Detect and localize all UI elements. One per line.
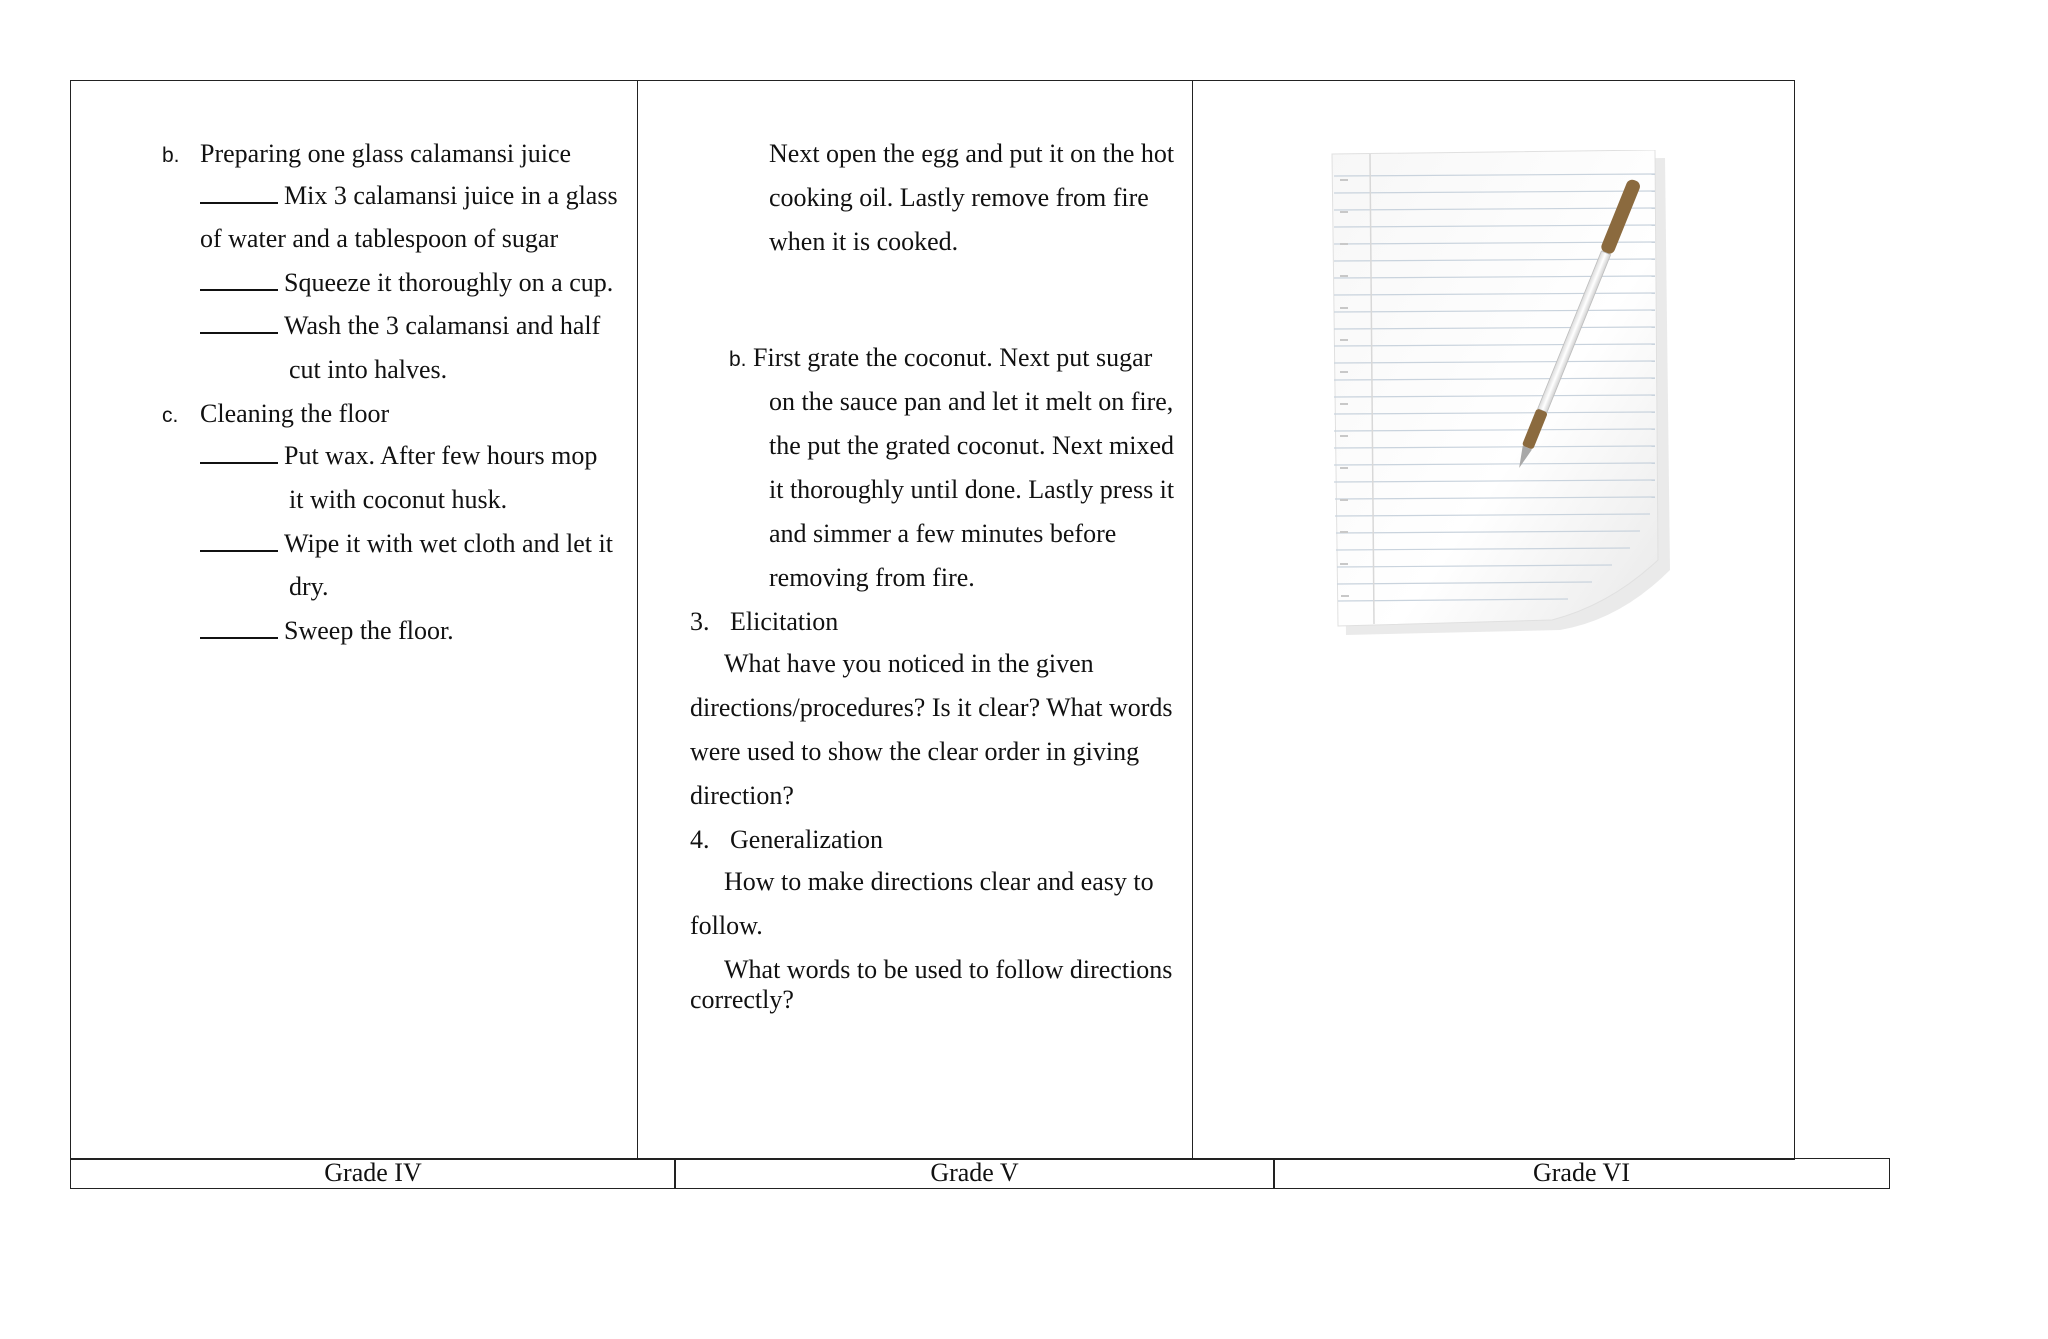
gen-q2-line1: What words to be used to follow directions [724,955,1173,984]
generalization-number: 4. [690,825,710,854]
b-step2-text: Squeeze it thoroughly on a cup. [284,268,614,297]
gen-q1-line1: How to make directions clear and easy to [724,867,1154,896]
gen-q1-line2: follow. [690,911,763,940]
grade-vi-column-image [1320,150,1670,640]
c-step1-cont: it with coconut husk. [289,485,508,514]
item-c-heading [162,392,178,438]
b-line4: it thoroughly until done. Lastly press it [769,475,1175,504]
a-line2: cooking oil. Lastly remove from fire [769,183,1149,212]
b-letter: b. [729,348,747,371]
answer-blank[interactable] [200,524,278,552]
b-step3 [200,304,600,348]
b-step3-text: Wash the 3 calamansi and half [284,311,601,340]
b-step2 [200,261,613,305]
item-c-title: Cleaning the floor [200,399,390,428]
answer-blank[interactable] [200,263,278,291]
b-line1: First grate the coconut. Next put sugar [753,343,1153,372]
b-step3-cont: cut into halves. [289,355,448,384]
item-c-letter: c. [162,404,179,427]
b-line6: removing from fire. [769,563,975,592]
c-step2-text: Wipe it with wet cloth and let it [284,529,613,558]
gen-q2-line2: correctly? [690,985,794,1014]
b-paragraph-start [729,336,1152,382]
answer-blank[interactable] [200,436,278,464]
footer-grade-iv: Grade IV [70,1158,676,1189]
elicitation-title: Elicitation [730,607,839,636]
column-divider-1 [637,80,638,1160]
item-b-letter: b. [162,144,180,167]
elicitation-heading [690,600,838,644]
elicitation-line1: What have you noticed in the given [724,649,1094,678]
c-step2 [200,522,613,566]
generalization-title: Generalization [730,825,884,854]
elicitation-number: 3. [690,607,710,636]
answer-blank[interactable] [200,176,278,204]
c-step1-text: Put wax. After few hours mop [284,441,598,470]
column-divider-2 [1192,80,1193,1160]
a-line1: Next open the egg and put it on the hot [769,139,1175,168]
c-step3 [200,609,454,653]
c-step1 [200,434,597,478]
elicitation-line4: direction? [690,781,794,810]
elicitation-line2: directions/procedures? Is it clear? What words [690,693,1173,722]
b-line2: on the sauce pan and let it melt on fire, [769,387,1174,416]
elicitation-line3: were used to show the clear order in giving [690,737,1140,766]
item-b-heading [162,132,180,178]
footer-grade-v: Grade V [674,1158,1275,1189]
b-line5: and simmer a few minutes before [769,519,1117,548]
footer-grade-vi: Grade VI [1273,1158,1890,1189]
generalization-heading [690,818,883,862]
notepaper-pen-icon [1320,150,1670,640]
b-step1 [200,174,618,218]
b-step1-cont: of water and a tablespoon of sugar [200,224,559,253]
item-b-title: Preparing one glass calamansi juice [200,139,572,168]
c-step2-cont: dry. [289,572,329,601]
c-step3-text: Sweep the floor. [284,616,454,645]
b-step1-text: Mix 3 calamansi juice in a glass [284,181,618,210]
b-line3: the put the grated coconut. Next mixed [769,431,1175,460]
answer-blank[interactable] [200,306,278,334]
a-line3: when it is cooked. [769,227,959,256]
answer-blank[interactable] [200,611,278,639]
